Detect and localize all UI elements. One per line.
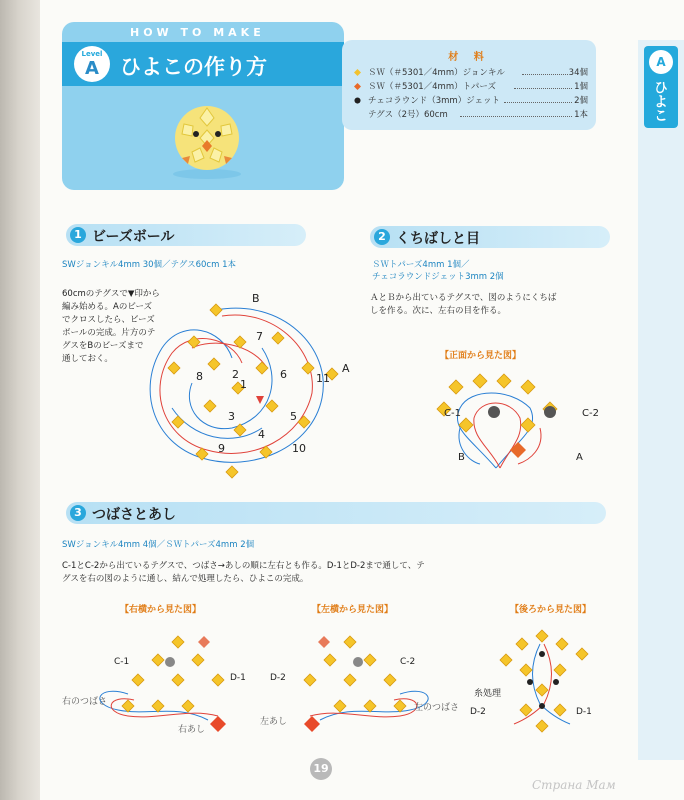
label-2: 2 — [232, 368, 239, 381]
material-name: ＳＷ（＃5301／4mm）トパーズ — [368, 82, 497, 92]
leader-dots — [504, 102, 572, 103]
section-2-header — [370, 226, 610, 248]
right-side-diagram — [58, 624, 246, 734]
beak-icon — [198, 636, 210, 648]
material-row — [352, 80, 588, 92]
text-line: グスをBのビーズまで — [62, 341, 144, 351]
section-3-text — [62, 560, 425, 586]
section-2-text — [370, 292, 556, 318]
section-number: 2 — [374, 229, 390, 245]
page — [40, 0, 684, 800]
title-header — [62, 22, 344, 190]
beak-eyes-diagram — [400, 368, 600, 464]
section-2-supplies-2: チェコラウンドジェット3mm 2個 — [372, 272, 504, 282]
label-d2: D-2 — [470, 707, 486, 717]
leader-dots — [514, 88, 572, 89]
material-row — [352, 66, 588, 78]
material-name: ＳＷ（＃5301／4mm）ジョンキル — [368, 68, 505, 78]
topaz-leg-icon — [210, 716, 226, 732]
jet-eye-icon — [353, 657, 363, 667]
text-line: 通しておく。 — [62, 354, 113, 364]
text-line: 60cmのテグスで▼印から — [62, 289, 160, 299]
material-qty: 1個 — [574, 82, 588, 92]
section-title: つばさとあし — [92, 507, 176, 523]
label-c2: C-2 — [400, 657, 416, 667]
topaz-beak-icon — [510, 442, 526, 458]
label-c1: C-1 — [114, 657, 130, 667]
text-line: でクロスしたら、ビーズ — [62, 315, 155, 325]
left-view-caption: 【左横から見た図】 — [312, 605, 394, 615]
label-a: A — [342, 362, 350, 375]
back-view-diagram — [470, 624, 606, 734]
label-5: 5 — [290, 410, 297, 423]
material-qty: 34個 — [568, 68, 588, 78]
text-line: ボールの完成。片方のテ — [62, 328, 156, 338]
bicone-jonquil-icon — [354, 69, 361, 76]
text-line: 編み始める。Aのビーズ — [62, 302, 153, 312]
label-10: 10 — [292, 442, 306, 455]
label-4: 4 — [258, 428, 265, 441]
page-title: ひよこの作り方 — [120, 55, 267, 79]
back-view-caption: 【後ろから見た図】 — [510, 605, 592, 615]
text-line: ＡとＢから出ているテグスで、図のようにくちば — [370, 293, 557, 303]
topaz-leg-icon — [304, 716, 320, 732]
start-marker-icon — [256, 396, 264, 404]
label-d1: D-1 — [230, 673, 246, 683]
beak-icon — [318, 636, 330, 648]
text-line: グスを右の図のように通し、結んで処理したら、ひよこの完成。 — [62, 574, 309, 584]
material-name: チェコラウンド（3mm）ジェット — [368, 96, 501, 106]
section-1-header — [66, 224, 306, 246]
page-number: 19 — [310, 758, 332, 780]
label-right-wing: 右のつばさ — [62, 697, 108, 707]
chick-photo — [162, 96, 252, 180]
label-thread-finish: 糸処理 — [474, 689, 502, 699]
material-qty: 1本 — [574, 110, 588, 120]
jet-eye-right-icon — [544, 406, 556, 418]
leader-dots — [522, 74, 568, 75]
level-label: Level — [81, 50, 103, 58]
left-side-diagram — [250, 624, 470, 734]
label-a: A — [576, 452, 583, 463]
materials-box — [342, 40, 596, 130]
section-title: ビーズボール — [92, 229, 175, 245]
label-3: 3 — [228, 410, 235, 423]
level-badge — [74, 46, 110, 82]
text-line: しを作る。次に、左右の目を作る。 — [370, 306, 507, 316]
material-row — [352, 94, 588, 106]
label-left-leg: 左あし — [260, 717, 288, 727]
label-7: 7 — [256, 330, 263, 343]
side-index-tab — [638, 40, 684, 760]
label-c1: C-1 — [444, 408, 461, 419]
label-8: 8 — [196, 370, 203, 383]
leader-dots — [460, 116, 572, 117]
label-d2: D-2 — [270, 673, 286, 683]
label-6: 6 — [280, 368, 287, 381]
jet-eye-left-icon — [488, 406, 500, 418]
label-b: B — [458, 452, 465, 463]
material-qty: 2個 — [574, 96, 588, 106]
label-c2: C-2 — [582, 408, 599, 419]
materials-title: 材 料 — [448, 52, 490, 63]
side-tab-badge — [644, 46, 678, 128]
how-to-make-label: HOW TO MAKE — [130, 26, 265, 39]
section-title: くちばしと目 — [396, 231, 480, 247]
label-11: 11 — [316, 372, 330, 385]
side-level-letter: A — [649, 50, 673, 74]
level-letter: A — [85, 58, 99, 79]
material-name: テグス（2号）60cm — [368, 110, 448, 120]
side-tab-label: ひよこ — [652, 80, 668, 122]
label-d1: D-1 — [576, 707, 592, 717]
section-3-supplies: SWジョンキル4mm 4個／ＳＷトパーズ4mm 2個 — [62, 540, 255, 550]
round-jet-icon — [354, 97, 361, 104]
text-line: C-1とC-2から出ているテグスで、つばさ→あしの順に左右とも作る。D-1とD-2まで通して、テ — [62, 561, 425, 571]
watermark: Страна Мам — [532, 778, 616, 792]
label-9: 9 — [218, 442, 225, 455]
bicone-topaz-icon — [354, 83, 361, 90]
section-2-supplies-1: ＳＷトパーズ4mm 1個／ — [372, 260, 470, 270]
label-1: 1 — [240, 378, 247, 391]
jet-eye-icon — [165, 657, 175, 667]
front-view-caption: 【正面から見た図】 — [440, 351, 522, 361]
section-3-header — [66, 502, 606, 524]
section-number: 3 — [70, 505, 86, 521]
label-b: B — [252, 292, 260, 305]
label-left-wing: 左のつばさ — [414, 703, 460, 713]
title-bar — [62, 42, 344, 86]
label-right-leg: 右あし — [178, 725, 206, 735]
right-view-caption: 【右横から見た図】 — [120, 605, 202, 615]
bead-ball-diagram — [132, 288, 350, 488]
material-row — [352, 108, 588, 120]
section-number: 1 — [70, 227, 86, 243]
section-1-supplies: SWジョンキル4mm 30個／テグス60cm 1本 — [62, 260, 236, 270]
